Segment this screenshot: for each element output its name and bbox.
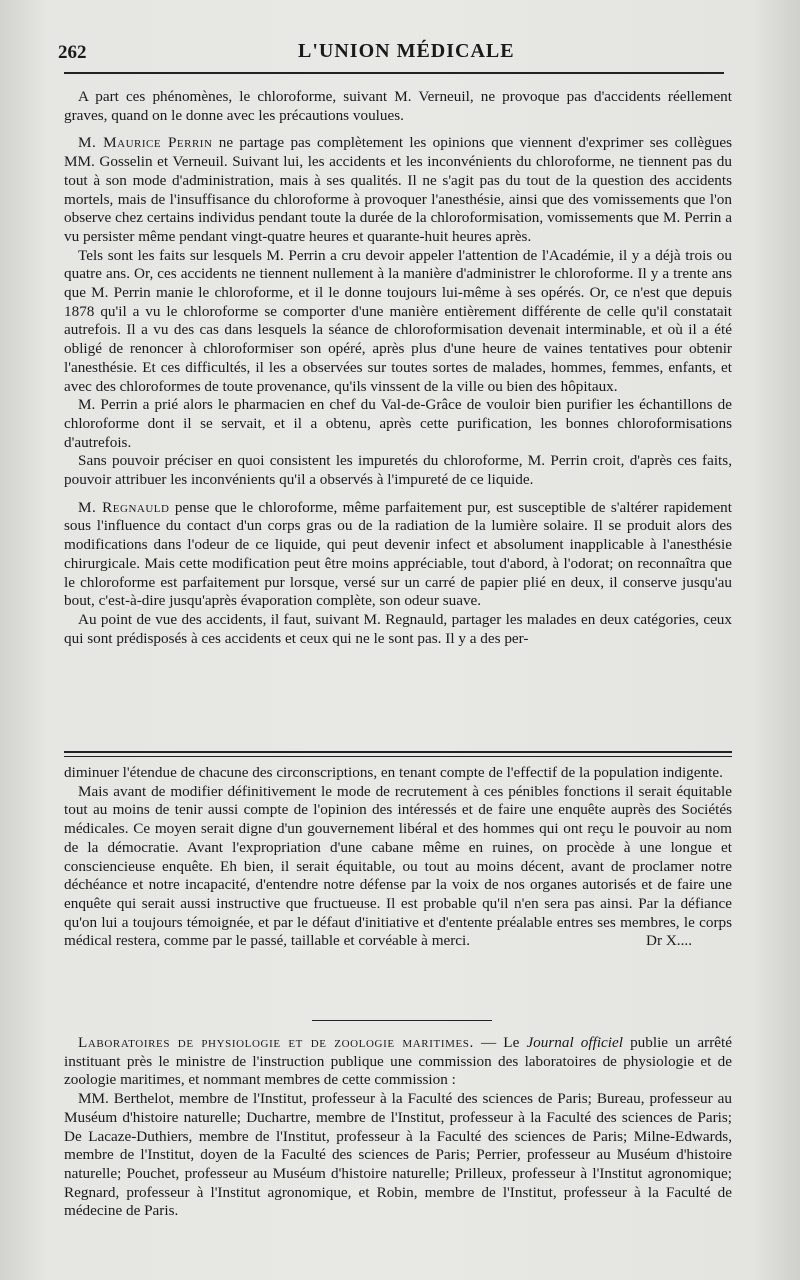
section-heading: Laboratoires de physiologie et de zoologie maritimes.	[78, 1034, 474, 1051]
paragraph: Sans pouvoir préciser en quoi consistent les impuretés du chloroforme, M. Perrin croit, d'après ces faits, pouvoir attribuer les inconvénients qu'il a observés à l'impureté de ce liquide.	[64, 452, 732, 489]
paragraph: Mais avant de modifier définitivement le mode de recrutement à ces pénibles fonctions il serait équitable tout au moins de tenir aussi compte de l'opinion des intéressés et de faire une enquête auprès des Sociétés médicales. Ce moyen serait digne d'un gouvernement libéral et des hommes qui ont reçu le pouvoir au nom de la démocratie. Avant l'expropriation d'une cabane même en ruines, on procède à une longue et consciencieuse enquête. Eh bien, il serait équitable, ou tout au moins décent, avant de proclamer notre déchéance et notre incapacité, d'entendre notre défense par la voix de nos organes autorisés et de faire une enquête qui serait aussi instructive que fructueuse. Il est probable qu'il n'en sera pas ainsi. Par la défiance qu'on lui a toujours témoignée, et par le défaut d'initiative et d'entente préalable entres ses membres, le corps médical restera, comme par le passé, taillable et corvéable à merci.	[64, 782, 732, 950]
article-recruitment	[64, 764, 732, 951]
paragraph: Au point de vue des accidents, il faut, suivant M. Regnauld, partager les malades en deux catégories, ceux qui sont prédisposés à ces accidents et ceux qui ne le sont pas. Il y a des per-	[64, 610, 732, 647]
journal-title: Journal officiel	[526, 1034, 623, 1051]
article-laboratories	[64, 1034, 732, 1221]
article-chloroform	[64, 88, 732, 648]
paragraph: M. Perrin a prié alors le pharmacien en chef du Val-de-Grâce de vouloir bien purifier les échantillons de chloroforme dont il se servait, et il a obtenu, après cette purification, les bonnes chloroformisations d'autrefois.	[64, 396, 732, 451]
running-title: L'UNION MÉDICALE	[298, 40, 515, 62]
paragraph: A part ces phénomènes, le chloroforme, suivant M. Verneuil, ne provoque pas d'accidents réellement graves, quand on le donne avec les précautions voulues.	[64, 88, 732, 124]
header-rule	[64, 72, 724, 74]
speaker-name: M. Regnauld	[78, 498, 170, 516]
short-divider	[312, 1020, 492, 1021]
paragraph: Tels sont les faits sur lesquels M. Perrin a cru devoir appeler l'attention de l'Académie, il y a déjà trois ou quatre ans. Or, ces accidents ne tiennent nullement à la manière d'administrer le chloroforme. Il y a trente ans que M. Perrin manie le chloroforme, et il le donne toujours lui-même à ses opérés. Or, ce n'est que depuis 1878 qu'il a vu le chloroforme se comporter d'une manière entièrement différente de celle qu'il constatait autrefois. Il a vu des cas dans lesquels la séance de chloroformisation devenait interminable, et où il a été obligé de renoncer à chloroformiser son opéré, après plus d'une heure de vaines tentatives pour obtenir l'anesthésie. Et ces difficultés, il les a observées sur toutes sortes de malades, hommes, femmes, enfants, et avec des chloroformes de toute provenance, qu'ils vinssent de la ville ou bien des hôpitaux.	[64, 246, 732, 395]
paragraph: diminuer l'étendue de chacune des circonscriptions, en tenant compte de l'effectif de la population indigente.	[64, 764, 723, 781]
signature: Dr X....	[646, 932, 692, 950]
paragraph	[64, 1034, 732, 1090]
paragraph	[64, 134, 732, 246]
page-number: 262	[58, 42, 87, 63]
paragraph-text: ne partage pas complètement les opinions que viennent d'exprimer ses collègues MM. Gosselin et Verneuil. Suivant lui, les accidents et les inconvénients du chloroforme, ne tiennent pas du tout à son mode d'administration, mais à ses qualités. Il ne s'agit pas du tout de la question des accidents mortels, mais de l'insuffisance du chloroforme à provoquer l'anesthésie, ainsi que des vomissements que l'on observe chez certains individus pendant toute la durée de la chloroformisation, vomissements que M. Perrin a vu persister même pendant vingt-quatre heures et quarante-huit heures après.	[64, 134, 732, 245]
speaker-name: M. Maurice Perrin	[78, 134, 213, 152]
paragraph	[64, 499, 732, 611]
paragraph-text: pense que le chloroforme, même parfaitement pur, est susceptible de s'altérer rapidement sous l'influence du contact d'un corps gras ou de la radiation de la lumière solaire. Il se produit alors des modifications dans l'odeur de ce liquide, qui peut devenir infect et absolument inapplicable à l'anesthésie chirurgicale. Mais cette modification peut être moins appréciable, tout d'abord, à l'odorat; on reconnaîtra que le chloroforme est parfaitement pur lorsque, versé sur un carré de papier plié en deux, il conserve jusqu'au bout, c'est-à-dire jusqu'après évaporation complète, son odeur suave.	[64, 498, 732, 610]
paragraph-text: — Le	[473, 1034, 527, 1051]
paragraph: MM. Berthelot, membre de l'Institut, professeur à la Faculté des sciences de Paris; Bureau, professeur au Muséum d'histoire naturelle; Duchartre, membre de l'Institut, professeur à la Faculté des sciences de Paris; De Lacaze-Duthiers, membre de l'Institut, professeur à la Faculté des sciences de Paris; Milne-Edwards, membre de l'Institut, doyen de la Faculté des sciences de Paris; Perrier, professeur au Muséum d'histoire naturelle; Pouchet, professeur au Muséum d'histoire naturelle; Prilleux, professeur à l'Institut agronomique; Regnard, professeur à l'Institut agronomique, et Robin, membre de l'Institut, professeur à la Faculté de médecine de Paris.	[64, 1090, 732, 1220]
section-divider	[64, 751, 732, 757]
page-header	[58, 38, 720, 68]
paragraph-text: publie un arrêté instituant près le ministre de l'instruction publique une commission des laboratoires de physiologie et de zoologie maritimes, et nommant membres de cette commission :	[64, 1034, 732, 1089]
